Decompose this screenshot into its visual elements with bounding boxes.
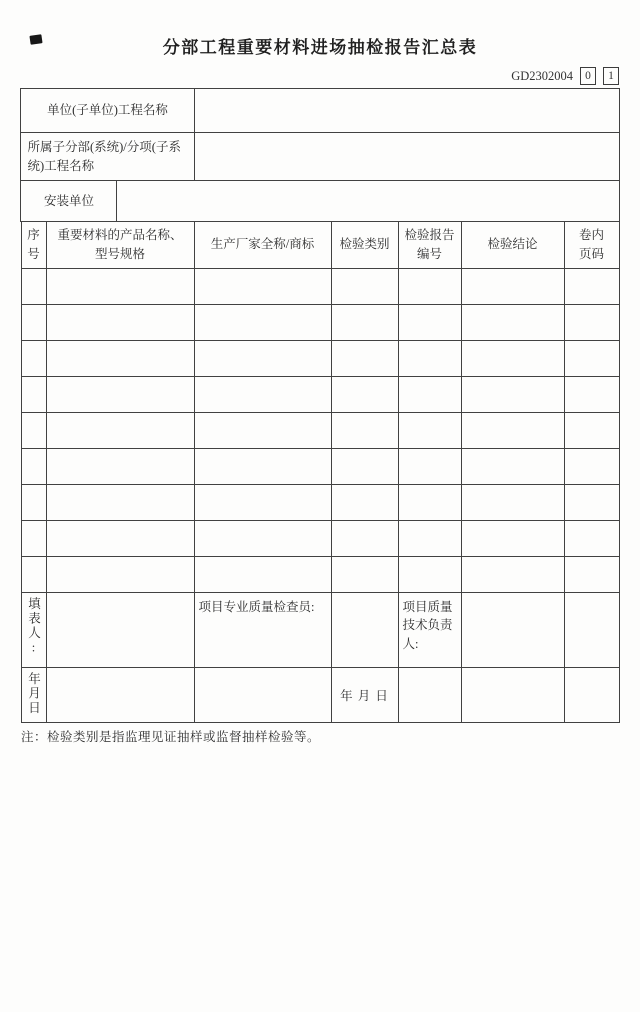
empty-cell — [398, 557, 461, 593]
empty-cell — [461, 305, 564, 341]
material-inspection-table — [21, 221, 620, 723]
date-vertical-label: 年月日 — [26, 672, 41, 716]
empty-cell — [194, 377, 331, 413]
installer-value — [117, 181, 619, 222]
empty-cell — [194, 341, 331, 377]
preparer-signature-row — [21, 593, 619, 668]
empty-cell — [46, 305, 194, 341]
empty-cell — [194, 521, 331, 557]
date-empty-cell-1 — [46, 668, 194, 723]
empty-cell — [461, 269, 564, 305]
empty-cell — [398, 305, 461, 341]
empty-cell — [194, 413, 331, 449]
empty-cell — [564, 269, 619, 305]
empty-cell — [21, 557, 46, 593]
empty-cell — [398, 341, 461, 377]
empty-cell — [331, 377, 398, 413]
col-header-inspection-type: 检验类别 — [331, 221, 398, 269]
empty-cell — [331, 269, 398, 305]
empty-cell — [461, 341, 564, 377]
empty-cell — [398, 413, 461, 449]
empty-cell — [331, 485, 398, 521]
installer-label: 安装单位 — [21, 181, 117, 222]
footnote: 注：检验类别是指监理见证抽样或监督抽样检验等。 — [21, 729, 321, 744]
quality-inspector-label: 项目专业质量检查员: — [194, 593, 331, 668]
col-header-manufacturer: 生产厂家全称/商标 — [194, 221, 331, 269]
date-empty-cell-5 — [564, 668, 619, 723]
col-header-volume-page: 卷内页码 — [564, 221, 619, 269]
col-header-material: 重要材料的产品名称、型号规格 — [46, 221, 194, 269]
empty-cell — [564, 557, 619, 593]
empty-cell — [21, 341, 46, 377]
col-header-serial: 序号 — [21, 221, 46, 269]
preparer-label-cell — [21, 593, 46, 668]
col-header-conclusion: 检验结论 — [461, 221, 564, 269]
date-vertical-cell — [21, 668, 46, 723]
info-row-installer — [21, 181, 619, 222]
empty-cell — [194, 557, 331, 593]
page-title: 分部工程重要材料进场抽检报告汇总表 — [162, 38, 478, 57]
empty-cell — [461, 485, 564, 521]
empty-cell — [398, 269, 461, 305]
empty-cell — [398, 485, 461, 521]
scan-artifact-mark — [29, 34, 42, 45]
empty-cell — [461, 449, 564, 485]
table-row — [21, 413, 619, 449]
table-row — [21, 557, 619, 593]
table-row — [21, 449, 619, 485]
empty-cell — [21, 305, 46, 341]
form-code: GD2302004 — [511, 68, 573, 83]
date-empty-cell-4 — [461, 668, 564, 723]
empty-cell — [331, 557, 398, 593]
empty-cell — [46, 449, 194, 485]
empty-cell — [46, 377, 194, 413]
preparer-label: 填表人: — [26, 597, 41, 657]
empty-cell — [564, 485, 619, 521]
table-header-row — [21, 221, 619, 269]
empty-cell — [331, 521, 398, 557]
table-row — [21, 305, 619, 341]
code-box-1: 1 — [603, 67, 619, 85]
subsystem-name-value — [194, 133, 619, 181]
empty-cell — [21, 449, 46, 485]
empty-cell — [331, 449, 398, 485]
table-row — [21, 521, 619, 557]
empty-cell — [398, 521, 461, 557]
project-info-table — [20, 88, 619, 222]
empty-cell — [564, 377, 619, 413]
date-empty-cell-2 — [194, 668, 331, 723]
empty-cell — [21, 413, 46, 449]
empty-cell — [194, 485, 331, 521]
date-row — [21, 668, 619, 723]
empty-cell — [398, 449, 461, 485]
empty-cell — [331, 341, 398, 377]
empty-cell — [194, 305, 331, 341]
empty-cell — [46, 413, 194, 449]
empty-cell — [46, 557, 194, 593]
empty-cell — [564, 341, 619, 377]
table-row — [21, 485, 619, 521]
empty-cell — [564, 305, 619, 341]
info-row-subsystem — [21, 133, 619, 181]
empty-cell — [331, 413, 398, 449]
table-row — [21, 377, 619, 413]
date-empty-cell-3 — [398, 668, 461, 723]
form-code-line — [21, 67, 619, 85]
empty-cell — [564, 449, 619, 485]
unit-project-name-value — [194, 89, 619, 133]
empty-cell — [21, 377, 46, 413]
inspector-signature-space — [331, 593, 398, 668]
empty-cell — [21, 269, 46, 305]
preparer-signature-space — [46, 593, 194, 668]
subsystem-name-label: 所属子分部(系统)/分项(子系统)工程名称 — [21, 133, 194, 181]
tech-lead-label: 项目质量技术负责人: — [398, 593, 461, 668]
empty-cell — [461, 377, 564, 413]
empty-cell — [46, 341, 194, 377]
empty-cell — [46, 485, 194, 521]
date-label: 年 月 日 — [331, 668, 398, 723]
empty-cell — [194, 269, 331, 305]
empty-cell — [21, 521, 46, 557]
empty-rows-body — [21, 269, 619, 593]
code-box-0: 0 — [580, 67, 596, 85]
table-row — [21, 341, 619, 377]
empty-cell — [398, 377, 461, 413]
empty-cell — [46, 521, 194, 557]
info-row-unit-project — [21, 89, 619, 133]
col-header-report-number: 检验报告编号 — [398, 221, 461, 269]
empty-cell — [564, 521, 619, 557]
empty-cell — [461, 557, 564, 593]
empty-cell — [461, 413, 564, 449]
empty-cell — [564, 413, 619, 449]
table-row — [21, 269, 619, 305]
empty-cell — [461, 521, 564, 557]
empty-cell — [194, 449, 331, 485]
empty-cell — [21, 485, 46, 521]
unit-project-name-label: 单位(子单位)工程名称 — [21, 89, 194, 133]
tech-lead-signature-space — [461, 593, 564, 668]
footer-empty-cell — [564, 593, 619, 668]
empty-cell — [331, 305, 398, 341]
empty-cell — [46, 269, 194, 305]
